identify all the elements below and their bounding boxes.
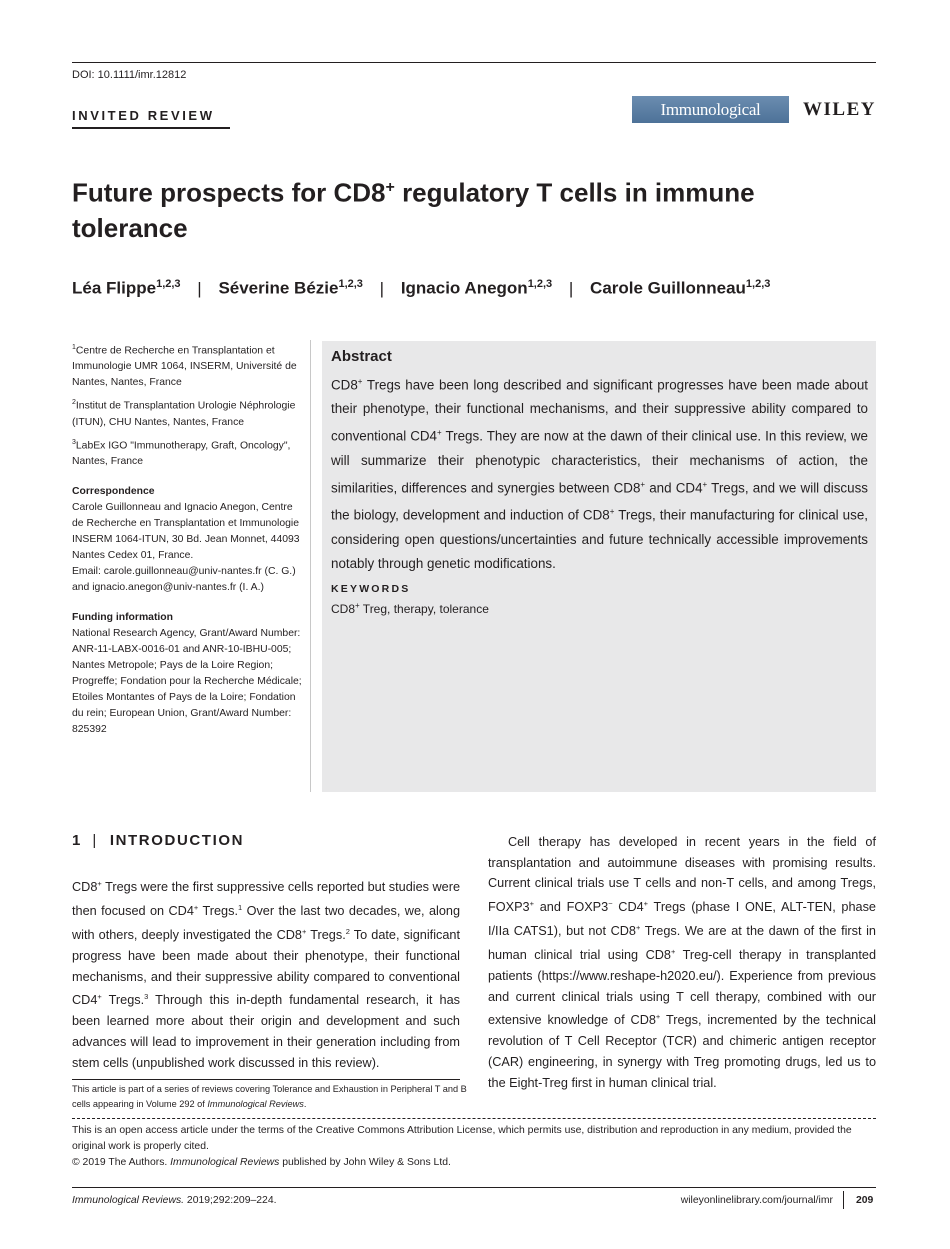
abstract-heading: Abstract [331, 348, 392, 365]
author-separator: | [568, 278, 574, 298]
author[interactable]: Séverine Bézie [218, 278, 339, 298]
sidebar-info [72, 340, 304, 738]
correspondence-text: Carole Guillonneau and Ignacio Anegon, Centre de Recherche en Transplantation et Immunologie INSERM 1064-ITUN, 30 Bd. Jean Monnet, 44093 Nantes Cedex 01, France. [72, 502, 300, 562]
intro-paragraph-2: Cell therapy has developed in recent years in the field of transplantation and autoimmune diseases with promising results. Current clinical trials use T cells and non-T cells, and among Tregs, FOXP3+ and FOXP3− CD4+ Tregs (phase I ONE, ALT-TEN, phase I/IIa CATS1), but not CD8+ Tregs. We are at the dawn of the first in human clinical trial using CD8+ Treg-cell therapy in transplanted patients (https://www.reshape-h2020.eu/). Experience from previous and current clinical trials using T cell therapy, combined with our extensive knowledge of CD8+ Tregs, incremented by the technical revolution of T Cell Receptor (TCR) and chimeric antigen receptor (CAR) engineering, in synergy with Treg promoting drugs, led us to the Eight-Treg first in human clinical trial. [488, 835, 876, 1090]
author[interactable]: Carole Guillonneau [590, 278, 746, 298]
footer-divider [843, 1191, 844, 1209]
keywords-heading: KEYWORDS [331, 583, 411, 595]
license-divider [72, 1118, 876, 1119]
author-separator: | [379, 278, 385, 298]
footer-url[interactable]: wileyonlinelibrary.com/journal/imr [680, 1195, 833, 1206]
journal-logo: Immunological Reviews [632, 96, 789, 123]
correspondence-email[interactable]: Email: carole.guillonneau@univ-nantes.fr (C. G.) and ignacio.anegon@univ-nantes.fr (I. A.) [72, 566, 296, 594]
author[interactable]: Ignacio Anegon [400, 278, 528, 298]
footer-rule [72, 1187, 876, 1188]
footnote-rule [72, 1079, 460, 1080]
author[interactable]: Léa Flippe [72, 278, 157, 298]
copyright-line: © 2019 The Authors. Immunological Reviews published by John Wiley & Sons Ltd. [72, 1157, 451, 1168]
funding-text: National Research Agency, Grant/Award Number: ANR-11-LABX-0016-01 and ANR-10-IBHU-005; Nantes Metropole; Pays de la Loire Region; Progreffe; Fondation pour la Recherche Médicale; Etoiles Montantes of Pays de la Loire; Fondation du rein; European Union, Grant/Award Number: 825392 [72, 628, 302, 736]
citation-ref[interactable]: 3 [144, 992, 149, 1002]
article-type: INVITED REVIEW [72, 108, 215, 123]
affiliation: $^1$Centre de Recherche en Transplantation et Immunologie UMR 1064, INSERM, Université de Nantes, Nantes, France [72, 344, 297, 389]
footer-citation: Immunological Reviews. 2019;292:209–224. [72, 1195, 277, 1206]
author-affiliation: 1,2,3 [156, 278, 181, 290]
author-list [72, 278, 876, 299]
article-type-underline [72, 127, 230, 129]
author-affiliation: 1,2,3 [338, 278, 363, 290]
author-affiliation: 1,2,3 [527, 278, 553, 290]
series-footnote: This article is part of a series of reviews covering Tolerance and Exhaustion in Peripheral T and B cells appearing in Volume 292 of Immunological Reviews. [72, 1084, 467, 1109]
abstract-text: CD8+ Tregs have been long described and significant progresses have been made about their phenotype, their functional mechanisms, and their suppressive ability compared to conventional CD4+ Tregs. They are now at the dawn of their clinical use. In this review, we will summarize their phenotypic characteristics, their mechanisms of action, the similarities, differences and synergies between CD8+ and CD4+ Tregs, and we will discuss the biology, development and induction of CD8+ Tregs, their manufacturing for clinical use, considering open questions/uncertainties and future technically accessible improvements notably through genetic modifications. [331, 377, 869, 571]
top-rule [72, 62, 876, 63]
publisher-logo: WILEY [803, 99, 876, 120]
doi[interactable]: DOI: 10.1111/imr.12812 [72, 69, 187, 81]
license-text: This is an open access article under the terms of the Creative Commons Attribution License, which permits use, distribution and reproduction in any medium, provided the original work is properly cited. [72, 1125, 852, 1152]
intro-paragraph-1: CD8+ Tregs were the first suppressive cells reported but studies were then focused on CD4+ Tregs.$^1$ Over the last two decades, we, along with others, deeply investigated the CD8+ Tregs.$^2$ To date, significant progress have been made about their phenotype, their functional mechanisms, and their suppressive ability compared to conventional CD4+ Tregs.$^3$ Through this in-depth fundamental research, it has been learned more about their origin and development and such advances will lead to improvement in their generation including from stem cells (unpublished work discussed in this review). [72, 879, 461, 1070]
author-separator: | [197, 278, 202, 298]
affiliation: $^3$LabEx IGO "Immunotherapy, Graft, Oncology", Nantes, France [72, 438, 291, 468]
citation-ref[interactable]: 2 [345, 926, 350, 936]
article-title: Future prospects for CD8+ regulatory T cells in immune tolerance [72, 177, 755, 243]
author-affiliation: 1,2,3 [745, 278, 771, 290]
section-heading-introduction: 1 | INTRODUCTION [72, 832, 245, 849]
keywords-list: CD8+ Treg, therapy, tolerance [331, 601, 489, 616]
correspondence-label: Correspondence [72, 486, 155, 498]
page-number: 209 [856, 1195, 874, 1206]
affiliation: $^2$Institut de Transplantation Urologie Néphrologie (ITUN), CHU Nantes, Nantes, France [72, 399, 296, 428]
license-notice [72, 1123, 876, 1171]
funding-label: Funding information [72, 612, 173, 624]
citation-ref[interactable]: 1 [237, 902, 243, 912]
column-divider [310, 340, 311, 792]
